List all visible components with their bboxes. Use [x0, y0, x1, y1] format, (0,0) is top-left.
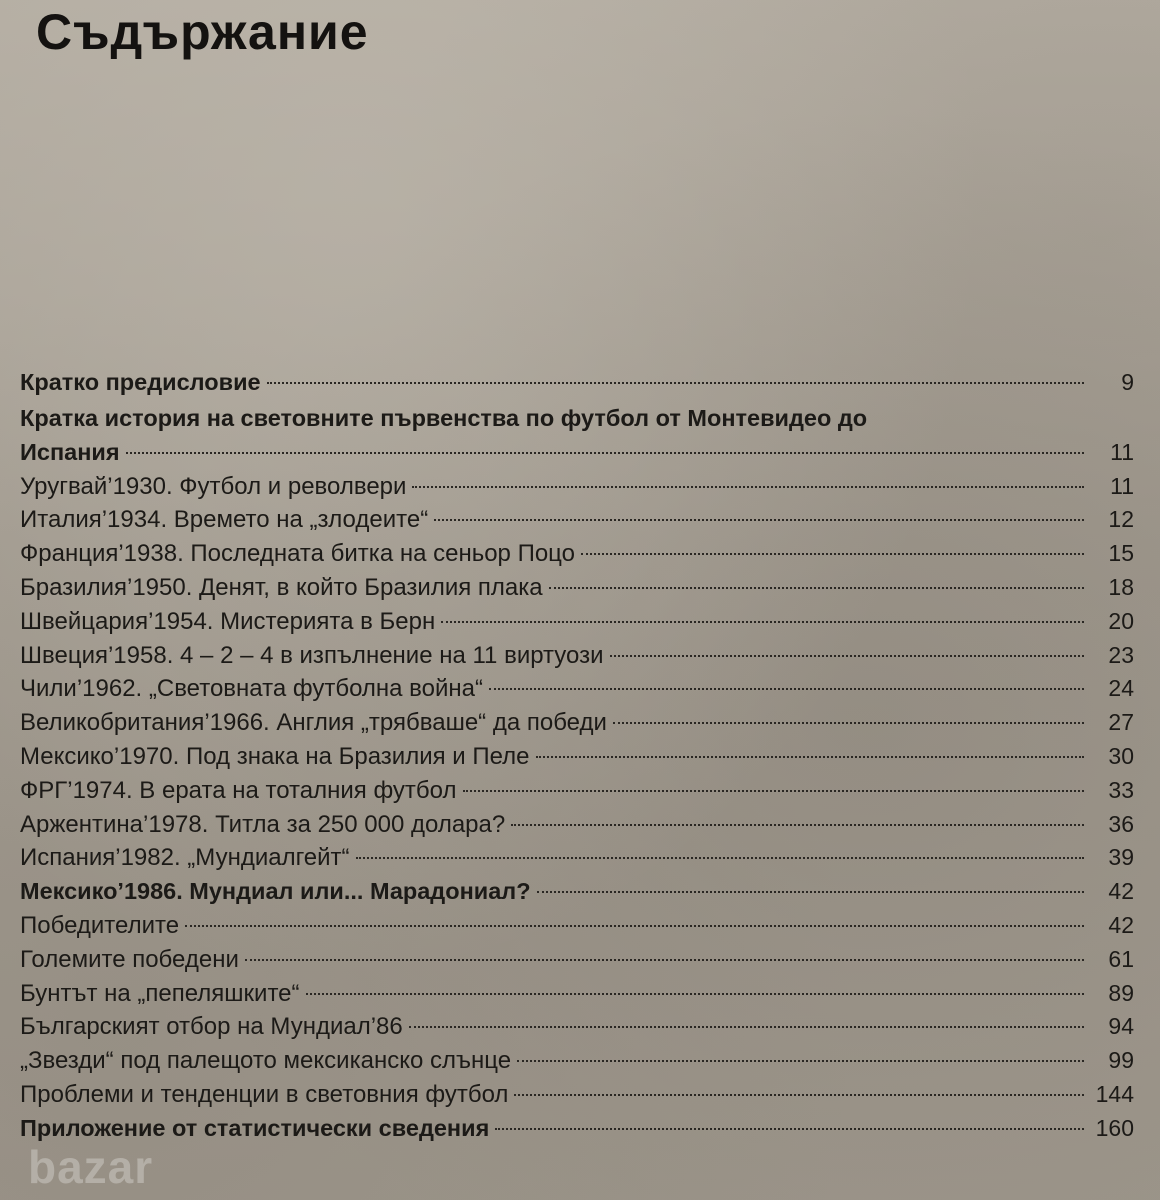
dot-leader	[126, 452, 1084, 454]
toc-entry-page-number: 160	[1095, 1114, 1134, 1141]
toc-entry-title: Уругвай’1930. Футбол и револвери	[20, 472, 407, 500]
dot-leader	[613, 722, 1084, 724]
toc-entry-title: Франция’1938. Последната битка на сеньор Поцо	[20, 540, 575, 568]
toc-entry-page-number: 9	[1121, 369, 1134, 395]
dot-leader	[495, 1128, 1084, 1130]
dot-leader	[489, 688, 1084, 690]
toc-entry	[20, 943, 1134, 977]
toc-entry	[20, 977, 1134, 1011]
dot-leader	[441, 621, 1084, 623]
toc-entry-page-number: 42	[1108, 911, 1134, 938]
toc-entry-page-number: 30	[1108, 742, 1134, 769]
dot-leader	[536, 756, 1084, 758]
toc-entry	[20, 740, 1134, 774]
toc-entry	[20, 470, 1134, 504]
toc-entry-title: Големите победени	[20, 945, 239, 973]
watermark-text: bazar	[28, 1141, 154, 1193]
toc-entry-page-number: 15	[1108, 540, 1134, 567]
toc-entry-title: Великобритания’1966. Англия „трябваше“ да победи	[20, 709, 607, 737]
toc-entry-title: Бунтът на „пепеляшките“	[20, 979, 300, 1007]
toc-entry	[20, 1078, 1134, 1112]
dot-leader	[245, 959, 1084, 961]
toc-entry-title: Испания	[20, 438, 120, 465]
toc-entry-page-number: 61	[1108, 945, 1134, 972]
toc-entry	[20, 909, 1134, 943]
dot-leader	[581, 553, 1084, 555]
toc-entry-page-number: 89	[1108, 979, 1134, 1006]
toc-entry-page-number: 94	[1108, 1013, 1134, 1040]
toc-entry-title: Проблеми и тенденции в световния футбол	[20, 1080, 509, 1108]
toc-entry	[20, 1010, 1134, 1044]
toc-entry	[20, 366, 1134, 400]
toc-entry-title: Бразилия’1950. Денят, в който Бразилия плака	[20, 573, 543, 601]
toc-entry-page-number: 18	[1108, 573, 1134, 600]
toc-entry	[20, 605, 1134, 639]
toc-entry-title: Приложение от статистически сведения	[20, 1114, 490, 1141]
toc-entry	[20, 537, 1134, 571]
toc-entry-title: Българският отбор на Мундиал’86	[20, 1013, 403, 1041]
toc-entry-page-number: 20	[1108, 607, 1134, 634]
toc-entry	[20, 774, 1134, 808]
toc-entry-title: Аржентина’1978. Титла за 250 000 долара?	[20, 810, 506, 838]
dot-leader	[267, 382, 1084, 384]
toc-entry-page-number: 12	[1108, 506, 1134, 533]
dot-leader	[356, 857, 1084, 859]
dot-leader	[306, 993, 1084, 995]
toc-entry	[20, 503, 1134, 537]
dot-leader	[409, 1026, 1084, 1028]
dot-leader	[537, 891, 1084, 893]
toc-entry	[20, 1044, 1134, 1078]
toc-entry-title: Кратка история на световните първенства по футбол от Монтевидео до	[20, 404, 868, 431]
dot-leader	[185, 925, 1084, 927]
dot-leader	[511, 824, 1084, 826]
page-title: Съдържание	[36, 4, 369, 60]
toc-entry	[20, 875, 1134, 909]
toc-entry-title: Испания’1982. „Мундиалгейт“	[20, 844, 350, 872]
toc-entry-title: ФРГ’1974. В ерата на тоталния футбол	[20, 776, 457, 804]
toc-entry	[20, 400, 1134, 436]
toc-entry	[20, 706, 1134, 740]
toc-entry-page-number: 23	[1108, 641, 1134, 668]
toc-entry-title: Мексико’1970. Под знака на Бразилия и Пеле	[20, 742, 530, 770]
toc-entry-title: Кратко предисловие	[20, 369, 261, 395]
toc-entry-title: Швейцария’1954. Мистерията в Берн	[20, 607, 436, 635]
toc-entry	[20, 672, 1134, 706]
toc-entry-title: Чили’1962. „Световната футболна война“	[20, 675, 483, 703]
dot-leader	[549, 587, 1084, 589]
dot-leader	[412, 486, 1084, 488]
toc-entry-title: Швеция’1958. 4 – 2 – 4 в изпълнение на 11 виртуози	[20, 641, 604, 669]
dot-leader	[610, 655, 1085, 657]
toc-entry	[20, 841, 1134, 875]
toc-entry-page-number: 27	[1108, 709, 1134, 736]
toc-entry-title: „Звезди“ под палещото мексиканско слънце	[20, 1047, 512, 1075]
toc-entry	[20, 571, 1134, 605]
dot-leader	[514, 1094, 1084, 1096]
toc-entry-title: Победителите	[20, 911, 180, 939]
dot-leader	[517, 1060, 1084, 1062]
table-of-contents	[20, 366, 1134, 1146]
toc-entry-title: Италия’1934. Времето на „злодеите“	[20, 506, 429, 534]
toc-entry	[20, 1112, 1134, 1146]
toc-entry	[20, 639, 1134, 673]
toc-entry-page-number: 24	[1108, 675, 1134, 702]
toc-entry-page-number: 11	[1110, 438, 1134, 465]
toc-entry-page-number: 33	[1108, 776, 1134, 803]
toc-entry-page-number: 42	[1108, 878, 1134, 905]
dot-leader	[463, 790, 1085, 792]
dot-leader	[434, 519, 1084, 521]
toc-entry-page-number: 11	[1110, 472, 1134, 499]
toc-entry	[20, 808, 1134, 842]
toc-entry-page-number: 99	[1108, 1047, 1134, 1074]
toc-entry	[20, 436, 1134, 470]
toc-entry-page-number: 144	[1095, 1080, 1134, 1107]
toc-entry-page-number: 39	[1108, 844, 1134, 871]
toc-entry-page-number: 36	[1108, 810, 1134, 837]
toc-entry-title: Мексико’1986. Мундиал или... Марадониал?	[20, 878, 531, 905]
